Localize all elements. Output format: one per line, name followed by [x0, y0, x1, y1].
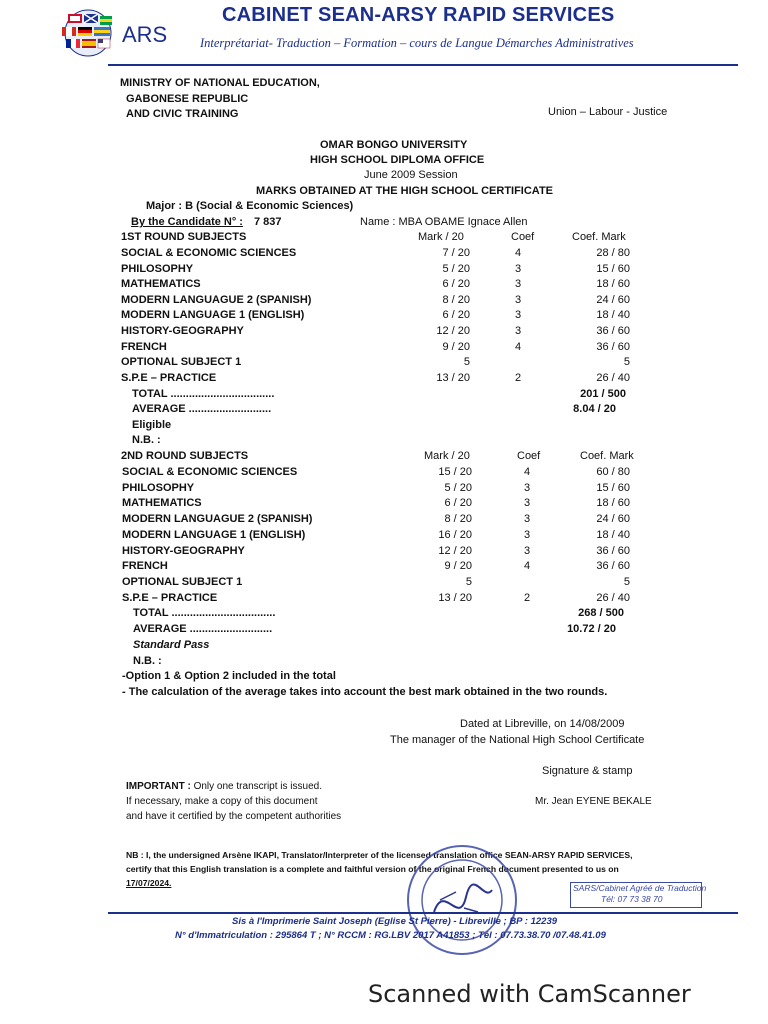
round2-cell-mark: 5: [465, 575, 472, 588]
round2-total: 268 / 500: [578, 607, 624, 619]
round2-header-coef: Coef: [517, 450, 541, 462]
ministry-line-3: AND CIVIC TRAINING: [126, 108, 239, 120]
round1-cell-mark: 6 / 20: [442, 309, 470, 322]
important-line-3: and have it certified by the competent authorities: [126, 811, 342, 822]
round2-cell-subject: PHILOSOPHY: [122, 481, 195, 494]
round1-cell-coef: 4: [514, 247, 522, 259]
flags-globe-icon: [56, 8, 120, 58]
round2-cell-coef: 3: [523, 497, 531, 510]
round2-cell-mark: 8 / 20: [444, 513, 472, 526]
dated: Dated at Libreville, on 14/08/2009: [460, 718, 625, 730]
round1-cell-mark: 5: [463, 356, 470, 369]
round1-cell-subject: S.P.E – PRACTICE: [121, 371, 217, 384]
round2-cell-coef: 4: [523, 466, 531, 478]
round2-cell-mark: 13 / 20: [438, 591, 472, 604]
footer-address: Sis à l'Imprimerie Saint Joseph (Eglise St Pierre) - Libreville ; BP : 12239: [232, 916, 558, 927]
round2-cell-coef: 3: [523, 481, 531, 494]
round1-cell-coef-mark: 24 / 60: [596, 293, 630, 306]
logo-text: ARS: [122, 22, 168, 47]
round1-cell-subject: HISTORY-GEOGRAPHY: [121, 325, 244, 337]
company-name: CABINET SEAN-ARSY RAPID SERVICES: [222, 4, 615, 26]
important-line-1: [126, 781, 322, 792]
round1-cell-mark: 8 / 20: [442, 293, 470, 306]
round2-cell-subject: S.P.E – PRACTICE: [122, 591, 218, 604]
ministry-line-2: GABONESE REPUBLIC: [126, 93, 249, 105]
note-1: -Option 1 & Option 2 included in the total: [122, 670, 336, 682]
round2-average: 10.72 / 20: [567, 623, 616, 635]
round1-cell-coef-mark: 5: [623, 356, 630, 369]
round1-nb: N.B. :: [132, 434, 161, 446]
round2-cell-coef-mark: 18 / 40: [596, 528, 630, 541]
round1-average: 8.04 / 20: [573, 403, 616, 415]
round2-cell-coef-mark: 36 / 60: [596, 544, 630, 557]
signature-stamp-label: Signature & stamp: [542, 765, 633, 777]
round2-cell-coef-mark: 36 / 60: [596, 560, 630, 573]
doc-heading: MARKS OBTAINED AT THE HIGH SCHOOL CERTIFICATE: [256, 185, 553, 197]
round2-cell-subject: MODERN LANGUAGE 1 (ENGLISH): [122, 528, 306, 541]
round1-cell-coef: 3: [514, 278, 522, 291]
ministry-line-1: MINISTRY OF NATIONAL EDUCATION,: [120, 77, 320, 89]
stamp-box-line-1: SARS/Cabinet Agréé de Traduction: [573, 883, 707, 893]
round1-cell-coef: 3: [514, 325, 522, 337]
round2-result: Standard Pass: [133, 639, 210, 651]
important-text: Only one transcript is issued.: [193, 781, 322, 792]
footer-divider: [108, 912, 738, 914]
round2-cell-mark: 12 / 20: [438, 544, 472, 557]
major: Major : B (Social & Economic Sciences): [146, 200, 354, 212]
round2-header-coef-mark: Coef. Mark: [580, 450, 634, 462]
candidate-name: Name : MBA OBAME Ignace Allen: [360, 216, 528, 228]
round1-cell-mark: 5 / 20: [442, 262, 470, 275]
important-label: IMPORTANT :: [126, 781, 191, 792]
round2-cell-coef-mark: 18 / 60: [596, 497, 630, 510]
round2-cell-mark: 15 / 20: [438, 466, 472, 478]
round1-cell-coef-mark: 28 / 80: [596, 247, 630, 259]
round2-cell-subject: MATHEMATICS: [122, 497, 202, 510]
round2-header-mark: Mark / 20: [424, 450, 470, 462]
round2-total-label: TOTAL ..................................: [133, 607, 276, 619]
candidate-number: 7 837: [254, 216, 282, 228]
round1-total-label: TOTAL ..................................: [132, 388, 275, 400]
round1-cell-coef: 3: [514, 293, 522, 306]
session: June 2009 Session: [364, 169, 458, 181]
round1-cell-mark: 7 / 20: [442, 247, 470, 259]
round1-header-subject: 1ST ROUND SUBJECTS: [121, 231, 247, 243]
round1-cell-coef-mark: 36 / 60: [596, 325, 630, 337]
round1-cell-coef-mark: 36 / 60: [596, 340, 630, 353]
round1-cell-coef-mark: 18 / 40: [596, 309, 630, 322]
stamp-box-line-2: Tél: 07 73 38 70: [601, 894, 663, 904]
round2-cell-coef: 4: [523, 560, 531, 573]
logo: [56, 8, 120, 58]
translation-stamp-box: [570, 882, 707, 908]
footer-registration: N° d'Immatriculation : 295864 T ; N° RCCM : RG.LBV 2017 A41853 ; Tél : 07.73.38.70 /07.48.41.09: [175, 930, 606, 941]
round2-cell-coef: 3: [523, 513, 531, 526]
round2-cell-coef: 3: [523, 528, 531, 541]
scanner-watermark: Scanned with CamScanner: [368, 980, 691, 1008]
round2-cell-mark: 5 / 20: [444, 481, 472, 494]
certification-line-1: NB : I, the undersigned Arsène IKAPI, Translator/Interpreter of the licensed translation office SEAN-ARSY RAPID SERVICES,: [126, 850, 633, 860]
candidate-number-label: By the Candidate N° :: [131, 216, 243, 228]
manager-title: The manager of the National High School Certificate: [390, 734, 645, 746]
round2-cell-subject: HISTORY-GEOGRAPHY: [122, 544, 245, 557]
round2-cell-coef-mark: 60 / 80: [596, 466, 630, 478]
round2-cell-coef: 2: [523, 591, 531, 604]
round1-cell-subject: SOCIAL & ECONOMIC SCIENCES: [121, 247, 297, 259]
round1-cell-coef: 3: [514, 309, 522, 322]
round2-cell-coef-mark: 24 / 60: [596, 513, 630, 526]
round2-cell-subject: FRENCH: [122, 560, 168, 573]
certification-line-2: certify that this English translation is a complete and faithful version of the original French document presented to us on: [126, 864, 619, 874]
round2-cell-subject: SOCIAL & ECONOMIC SCIENCES: [122, 466, 298, 478]
round1-cell-subject: FRENCH: [121, 340, 167, 353]
header-divider: [108, 64, 738, 66]
round1-cell-subject: MATHEMATICS: [121, 278, 201, 291]
round1-cell-subject: MODERN LANGUAGE 1 (ENGLISH): [121, 309, 305, 322]
company-subtitle: Interprétariat- Traduction – Formation – cours de Langue Démarches Administratives: [200, 36, 634, 50]
round1-cell-subject: PHILOSOPHY: [121, 262, 194, 275]
certification-line-3: 17/07/2024.: [126, 878, 172, 888]
round2-nb: N.B. :: [133, 655, 162, 667]
round2-cell-coef-mark: 15 / 60: [596, 481, 630, 494]
round1-cell-subject: OPTIONAL SUBJECT 1: [121, 356, 242, 369]
round1-cell-coef-mark: 15 / 60: [596, 262, 630, 275]
round1-cell-mark: 13 / 20: [436, 371, 470, 384]
round2-cell-subject: MODERN LANGUAGUE 2 (SPANISH): [122, 513, 313, 526]
round2-cell-coef-mark: 26 / 40: [596, 591, 630, 604]
round1-cell-coef: 4: [514, 340, 522, 353]
round2-cell-subject: OPTIONAL SUBJECT 1: [122, 575, 243, 588]
round2-header-subject: 2ND ROUND SUBJECTS: [121, 450, 249, 462]
round2-cell-mark: 6 / 20: [444, 497, 472, 510]
round1-cell-mark: 12 / 20: [436, 325, 470, 337]
round1-cell-coef: 2: [514, 371, 522, 384]
round1-cell-coef-mark: 18 / 60: [596, 278, 630, 291]
round1-header-coef-mark: Coef. Mark: [572, 231, 626, 243]
round2-cell-mark: 16 / 20: [438, 528, 472, 541]
note-2: - The calculation of the average takes into account the best mark obtained in the two rounds.: [122, 686, 608, 698]
signer-name: Mr. Jean EYENE BEKALE: [535, 796, 652, 807]
round1-total: 201 / 500: [580, 388, 626, 400]
round1-cell-coef: 3: [514, 262, 522, 275]
motto: Union – Labour - Justice: [548, 106, 668, 118]
round1-cell-subject: MODERN LANGUAGUE 2 (SPANISH): [121, 293, 312, 306]
round1-header-coef: Coef: [511, 231, 535, 243]
round1-cell-mark: 6 / 20: [442, 278, 470, 291]
round1-header-mark: Mark / 20: [418, 231, 464, 243]
round2-cell-coef: 3: [523, 544, 531, 557]
round1-cell-mark: 9 / 20: [442, 340, 470, 353]
round1-result: Eligible: [132, 419, 172, 431]
university-name: OMAR BONGO UNIVERSITY: [320, 139, 468, 151]
round1-cell-coef-mark: 26 / 40: [596, 371, 630, 384]
round2-cell-coef-mark: 5: [623, 575, 630, 588]
round2-average-label: AVERAGE ...........................: [133, 623, 273, 635]
round2-cell-mark: 9 / 20: [444, 560, 472, 573]
important-line-2: If necessary, make a copy of this document: [126, 796, 318, 807]
round1-average-label: AVERAGE ...........................: [132, 403, 272, 415]
office-name: HIGH SCHOOL DIPLOMA OFFICE: [310, 154, 485, 166]
